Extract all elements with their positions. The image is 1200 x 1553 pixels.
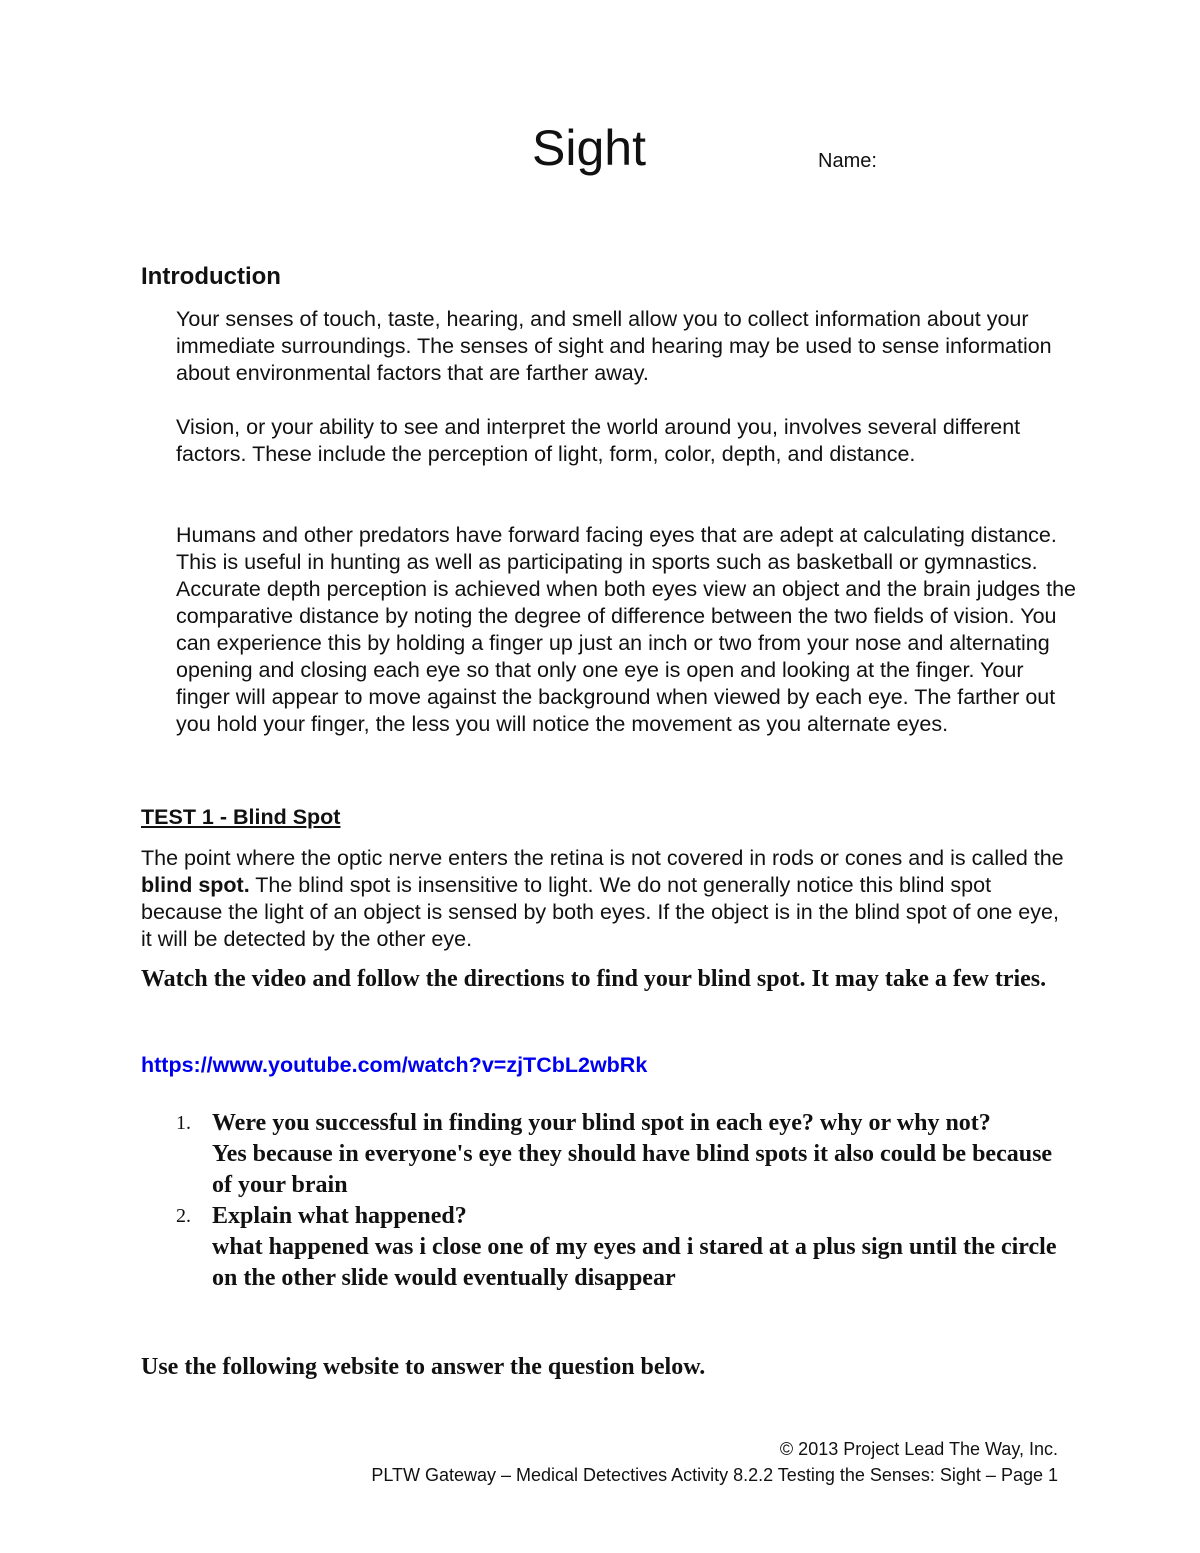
- copyright-text: © 2013 Project Lead The Way, Inc.: [779, 1439, 1058, 1459]
- question-body: [212, 1201, 1076, 1294]
- question-number: 2.: [176, 1205, 191, 1227]
- intro-paragraph-2: Vision, or your ability to see and interpret the world around you, involves several different factors. These include the perception of light, form, color, depth, and distance.: [176, 415, 1021, 466]
- intro-paragraph-3: Humans and other predators have forward facing eyes that are adept at calculating distance. This is useful in hunting as well as participating in sports such as basketball or gymnastics. Accurate depth perception is achieved when both eyes view an object and the brain judges the comparative distance by noting the degree of difference between the two fields of vision. You can experience this by holding a finger up just an inch or two from your nose and alternating opening and closing each eye so that only one eye is open and looking at the finger. Your finger will appear to move against the background when viewed by each eye. The farther out you hold your finger, the less you will notice the movement as you alternate eyes.: [176, 523, 1077, 736]
- question-list: [176, 1108, 1076, 1294]
- answer-text[interactable]: what happened was i close one of my eyes and i stared at a plus sign until the circle on the other slide would eventually disappear: [212, 1234, 1057, 1291]
- question-text: Explain what happened?: [212, 1203, 467, 1229]
- question-body: [212, 1108, 1076, 1201]
- name-label: Name:: [818, 150, 877, 172]
- introduction-heading: Introduction: [141, 263, 281, 290]
- answer-text[interactable]: Yes because in everyone's eye they should have blind spots it also could be because of your brain: [212, 1141, 1053, 1198]
- test1-text-after: The blind spot is insensitive to light. We do not generally notice this blind spot because the light of an object is sensed by both eyes. If the object is in the blind spot of one eye, it will be detected by the other eye.: [141, 873, 1059, 951]
- intro-paragraph-1: Your senses of touch, taste, hearing, and smell allow you to collect information about your immediate surroundings. The senses of sight and hearing may be used to sense information about environmental factors that are farther away.: [176, 307, 1052, 385]
- website-instruction: Use the following website to answer the question below.: [141, 1354, 706, 1380]
- question-number: 1.: [176, 1112, 191, 1134]
- test1-text-before: The point where the optic nerve enters the retina is not covered in rods or cones and is called the: [141, 846, 1064, 870]
- blind-spot-term: blind spot.: [141, 873, 250, 897]
- test1-paragraph: [141, 845, 1071, 953]
- question-item: [176, 1108, 1076, 1201]
- question-item: [176, 1201, 1076, 1294]
- video-directions: Watch the video and follow the directions to find your blind spot. It may take a few tries.: [141, 966, 1047, 992]
- page-footer: [371, 1436, 1058, 1488]
- video-link[interactable]: https://www.youtube.com/watch?v=zjTCbL2wbRk: [141, 1053, 648, 1077]
- page-title: Sight: [532, 120, 646, 176]
- course-line: PLTW Gateway – Medical Detectives Activity 8.2.2 Testing the Senses: Sight – Page 1: [371, 1465, 1058, 1485]
- test1-heading: TEST 1 - Blind Spot: [141, 805, 341, 829]
- question-text: Were you successful in finding your blind spot in each eye? why or why not?: [212, 1110, 991, 1136]
